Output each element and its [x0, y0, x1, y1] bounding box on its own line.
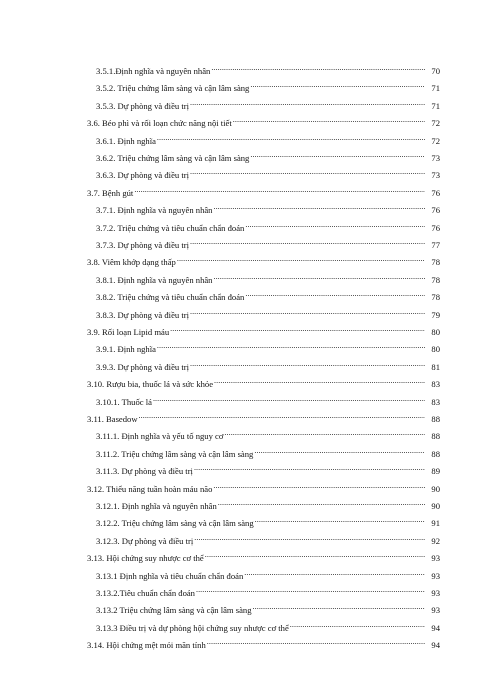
dot-leader — [250, 77, 425, 91]
dot-leader — [213, 199, 425, 213]
toc-entry-title: 3.13.2 Triệu chứng lâm sàng và cận lâm sàng — [96, 605, 252, 616]
toc-entry-title: 3.10.1. Thuốc lá — [96, 396, 152, 407]
dot-leader — [205, 547, 425, 561]
dot-leader — [157, 338, 425, 352]
dot-leader — [245, 217, 425, 231]
toc-entry-page-number: 76 — [431, 187, 440, 198]
toc-entry-page-number: 77 — [431, 240, 440, 250]
toc-entry[interactable] — [0, 599, 480, 616]
toc-entry-title: 3.10. Rượu bia, thuốc lá và sức khỏe — [87, 379, 214, 390]
toc-entry-title: 3.13. Hội chứng suy nhược cơ thể — [87, 553, 204, 564]
toc-entry-title: 3.13.1 Định nghĩa và tiêu chuẩn chẩn đoán — [96, 570, 244, 581]
dot-leader — [290, 617, 425, 631]
toc-entry[interactable] — [0, 164, 480, 181]
toc-entry-title: 3.8.2. Triệu chứng và tiêu chuẩn chẩn đoán — [96, 292, 245, 303]
dot-leader — [255, 512, 425, 526]
dot-leader — [177, 251, 425, 265]
toc-entry-title: 3.13.3 Điều trị và dự phòng hội chứng suy nhược cơ thể — [96, 622, 289, 633]
toc-entry-page-number: 91 — [431, 518, 440, 529]
toc-entry-page-number: 80 — [431, 327, 440, 337]
dot-leader — [244, 565, 425, 579]
dot-leader — [233, 112, 425, 126]
dot-leader — [190, 304, 425, 318]
toc-entry-page-number: 81 — [431, 361, 440, 372]
toc-entry-page-number: 83 — [431, 379, 440, 390]
toc-entry-title: 3.5.2. Triệu chứng lâm sàng và cận lâm sàng — [96, 83, 250, 94]
toc-entry-page-number: 93 — [431, 570, 440, 581]
toc-entry[interactable] — [0, 495, 480, 509]
toc-entry-title: 3.9. Rối loạn Lipid máu — [87, 327, 170, 337]
toc-entry[interactable] — [0, 199, 480, 216]
toc-entry[interactable] — [0, 304, 480, 318]
toc-entry-page-number: 88 — [431, 431, 440, 442]
toc-entry-title: 3.7.1. Định nghĩa và nguyên nhân — [96, 205, 213, 216]
toc-entry-title: 3.9.3. Dự phòng và điều trị — [96, 361, 189, 372]
toc-entry[interactable] — [0, 425, 480, 442]
toc-entry-title: 3.11.1. Định nghĩa và yếu tố nguy cơ — [96, 431, 224, 442]
dot-leader — [254, 443, 425, 457]
dot-leader — [214, 373, 425, 387]
toc-entry-page-number: 71 — [431, 83, 440, 94]
dot-leader — [134, 182, 425, 196]
toc-entry[interactable] — [0, 234, 480, 248]
toc-entry[interactable] — [0, 356, 480, 370]
toc-entry[interactable] — [0, 443, 480, 457]
toc-entry-title: 3.11. Basedow — [87, 414, 138, 424]
dot-leader — [190, 164, 425, 178]
dot-leader — [218, 495, 425, 509]
toc-entry[interactable] — [0, 582, 480, 596]
toc-entry-page-number: 93 — [431, 588, 440, 598]
dot-leader — [224, 425, 425, 439]
toc-entry-title: 3.6. Béo phì và rối loạn chức năng nội tiết — [87, 118, 232, 129]
toc-entry-page-number: 76 — [431, 205, 440, 216]
toc-entry-title: 3.7.2. Triệu chứng và tiêu chuẩn chẩn đoán — [96, 222, 245, 233]
toc-entry-page-number: 94 — [431, 622, 440, 633]
dot-leader — [196, 582, 425, 596]
toc-entry-title: 3.7.3. Dự phòng và điều trị — [96, 240, 189, 250]
toc-entry-page-number: 90 — [431, 483, 440, 494]
toc-entry-title: 3.12.1. Định nghĩa và nguyên nhân — [96, 501, 217, 511]
toc-entry[interactable] — [0, 460, 480, 477]
toc-entry[interactable] — [0, 530, 480, 544]
toc-entry[interactable] — [0, 147, 480, 161]
toc-entry[interactable] — [0, 373, 480, 390]
toc-entry-page-number: 90 — [431, 501, 440, 511]
dot-leader — [190, 95, 425, 109]
toc-entry-title: 3.12.2. Triệu chứng lâm sàng và cận lâm sàng — [96, 518, 254, 529]
toc-entry-page-number: 76 — [431, 222, 440, 233]
toc-entry-title: 3.9.1. Định nghĩa — [96, 344, 156, 355]
toc-entry-title: 3.6.2. Triệu chứng lâm sàng và cận lâm sàng — [96, 153, 250, 163]
toc-entry[interactable] — [0, 565, 480, 579]
toc-entry-page-number: 83 — [431, 396, 440, 407]
toc-entry-title: 3.7. Bệnh gút — [87, 187, 134, 198]
toc-entry-title: 3.11.3. Dự phòng và điều trị — [96, 466, 193, 477]
dot-leader — [194, 460, 425, 474]
dot-leader — [194, 530, 425, 544]
dot-leader — [157, 130, 425, 144]
toc-entry-page-number: 73 — [431, 153, 440, 163]
dot-leader — [211, 60, 425, 74]
toc-entry-title: 3.12.3. Dự phòng và điều trị — [96, 535, 194, 546]
toc-entry[interactable] — [0, 130, 480, 144]
toc-entry-page-number: 73 — [431, 170, 440, 181]
toc-entry-page-number: 71 — [431, 100, 440, 111]
toc-entry-title: 3.11.2. Triệu chứng lâm sàng và cận lâm sàng — [96, 448, 254, 459]
toc-entry-title: 3.14. Hội chứng mệt mỏi mãn tính — [87, 640, 206, 651]
toc-entry-page-number: 93 — [431, 553, 440, 564]
dot-leader — [190, 356, 425, 370]
toc-entry-page-number: 92 — [431, 535, 440, 546]
toc-entry[interactable] — [0, 60, 480, 74]
toc-entry-title: 3.8. Viêm khớp dạng thấp — [87, 257, 176, 268]
dot-leader — [170, 321, 425, 335]
toc-entry-page-number: 79 — [431, 309, 440, 320]
toc-entry[interactable] — [0, 112, 480, 129]
toc-entry[interactable] — [0, 217, 480, 231]
toc-entry[interactable] — [0, 617, 480, 631]
dot-leader — [153, 391, 425, 405]
toc-entry-title: 3.5.1.Định nghĩa và nguyên nhân — [96, 66, 211, 76]
toc-entry-page-number: 80 — [431, 344, 440, 355]
toc-entry[interactable] — [0, 634, 480, 651]
toc-entry-page-number: 94 — [431, 640, 440, 651]
toc-entry[interactable] — [0, 338, 480, 355]
dot-leader — [139, 408, 425, 422]
toc-entry-page-number: 88 — [431, 414, 440, 424]
toc-entry[interactable] — [0, 408, 480, 422]
toc-entry[interactable] — [0, 391, 480, 405]
toc-entry-title: 3.5.3. Dự phòng và điều trị — [96, 100, 189, 111]
toc-entry-page-number: 78 — [431, 274, 440, 285]
toc-entry-title: 3.8.1. Định nghĩa và nguyên nhân — [96, 274, 213, 285]
dot-leader — [207, 634, 425, 648]
toc-entry-title: 3.6.1. Định nghĩa — [96, 135, 156, 146]
toc-entry[interactable] — [0, 251, 480, 268]
toc-entry-page-number: 89 — [431, 466, 440, 477]
toc-entry-page-number: 93 — [431, 605, 440, 616]
toc-entry-title: 3.8.3. Dự phòng và điều trị — [96, 309, 189, 320]
toc-entry-title: 3.13.2.Tiêu chuẩn chẩn đoán — [96, 588, 195, 598]
toc-entry[interactable] — [0, 547, 480, 564]
dot-leader — [245, 286, 425, 300]
toc-entry-page-number: 72 — [431, 118, 440, 129]
toc-entry[interactable] — [0, 321, 480, 335]
toc-entry-title: 3.6.3. Dự phòng và điều trị — [96, 170, 189, 181]
toc-entry-page-number: 72 — [431, 135, 440, 146]
dot-leader — [213, 478, 425, 492]
dot-leader — [250, 147, 425, 161]
dot-leader — [190, 234, 425, 248]
dot-leader — [253, 599, 425, 613]
toc-entry[interactable] — [0, 77, 480, 94]
toc-entry-page-number: 78 — [431, 257, 440, 268]
toc-entry[interactable] — [0, 512, 480, 529]
toc-entry[interactable] — [0, 182, 480, 196]
toc-entry-page-number: 70 — [431, 66, 440, 76]
dot-leader — [213, 269, 425, 283]
toc-entry-page-number: 78 — [431, 292, 440, 303]
toc-entry[interactable] — [0, 269, 480, 283]
toc-entry-page-number: 88 — [431, 448, 440, 459]
toc-entry[interactable] — [0, 95, 480, 109]
toc-entry[interactable] — [0, 286, 480, 303]
toc-entry-title: 3.12. Thiểu năng tuần hoàn máu não — [87, 483, 213, 494]
toc-entry[interactable] — [0, 478, 480, 492]
